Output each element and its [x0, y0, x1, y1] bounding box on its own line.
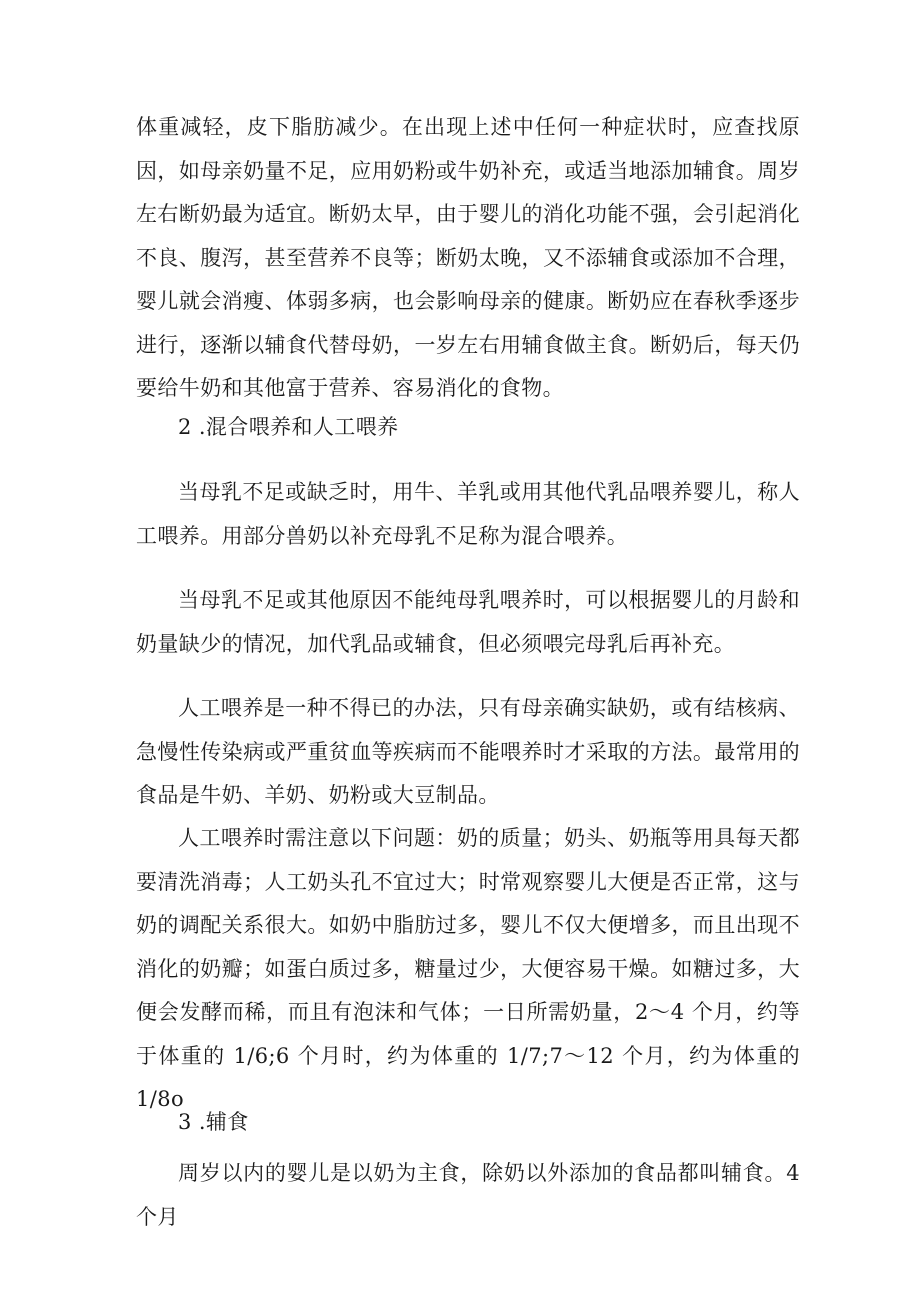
- paragraph-feeding-notes: 人工喂养时需注意以下问题：奶的质量；奶头、奶瓶等用具每天都要清洗消毒；人工奶头孔不宜过大；时常观察婴儿大便是否正常，这与奶的调配关系很大。如奶中脂肪过多，婴儿不仅大便增多，而且出现不消化的奶瓣；如蛋白质过多，糖量过少，大便容易干燥。如糖过多，大便会发酵而稀，而且有泡沫和气体；一日所需奶量，2～4 个月，约等于体重的 1/6;6 个月时，约为体重的 1/7;7～12 个月，约为体重的 1/8o: [136, 826, 800, 1111]
- paragraph-mixed-feeding: 当母乳不足或其他原因不能纯母乳喂养时，可以根据婴儿的月龄和奶量缺少的情况，加代乳品或辅食，但必须喂完母乳后再补充。: [136, 588, 800, 656]
- paragraph-weaning: 体重减轻，皮下脂肪减少。在出现上述中任何一种症状时，应查找原因，如母亲奶量不足，应用奶粉或牛奶补充，或适当地添加辅食。周岁左右断奶最为适宜。断奶太早，由于婴儿的消化功能不强，会引起消化不良、腹泻，甚至营养不良等；断奶太晚，又不添辅食或添加不合理，婴儿就会消瘦、体弱多病，也会影响母亲的健康。断奶应在春秋季逐步进行，逐渐以辅食代替母奶，一岁左右用辅食做主食。断奶后，每天仍要给牛奶和其他富于营养、容易消化的食物。: [136, 115, 800, 400]
- section-heading-mixed-feeding: 2 .混合喂养和人工喂养: [178, 415, 399, 439]
- paragraph-complementary-food: 周岁以内的婴儿是以奶为主食，除奶以外添加的食品都叫辅食。4 个月: [136, 1161, 800, 1229]
- section-heading-complementary-food: 3 .辅食: [178, 1110, 249, 1134]
- paragraph-artificial-feeding-definition: 当母乳不足或缺乏时，用牛、羊乳或用其他代乳品喂养婴儿，称人工喂养。用部分兽奶以补充母乳不足称为混合喂养。: [136, 480, 800, 548]
- paragraph-artificial-feeding-method: 人工喂养是一种不得已的办法，只有母亲确实缺奶，或有结核病、急慢性传染病或严重贫血等疾病而不能喂养时才采取的方法。最常用的食品是牛奶、羊奶、奶粉或大豆制品。: [136, 696, 800, 807]
